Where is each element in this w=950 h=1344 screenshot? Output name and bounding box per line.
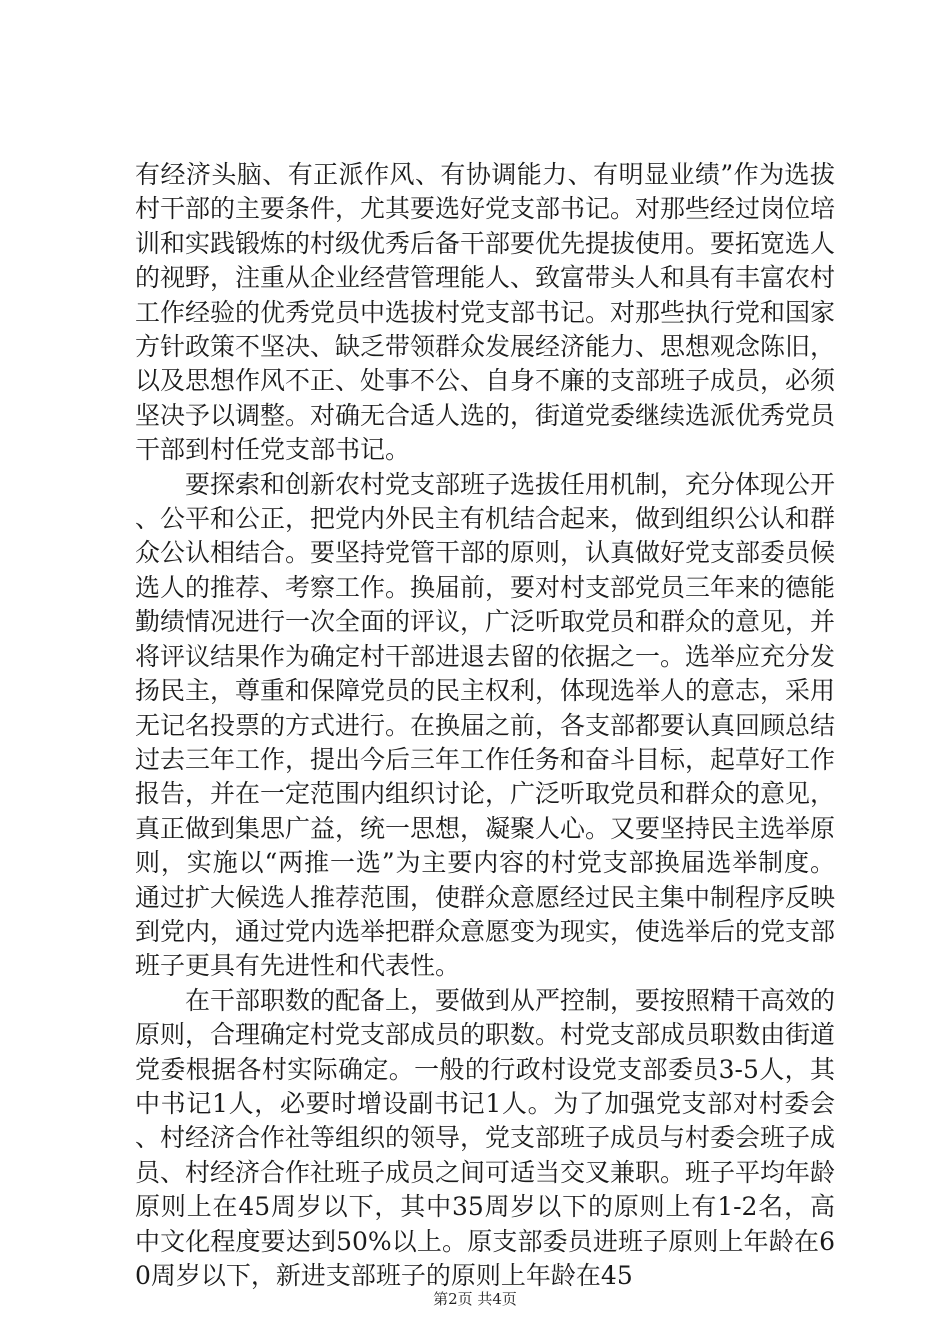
page-number-label: 第2页 共4页: [433, 1290, 517, 1308]
page-footer: [0, 1289, 950, 1309]
document-body: [135, 158, 835, 1293]
paragraph-2: 要探索和创新农村党支部班子选拔任用机制，充分体现公开、公平和公正，把党内外民主有机结合起来，做到组织公认和群众公认相结合。要坚持党管干部的原则，认真做好党支部委员候选人的推荐、考察工作。换届前，要对村支部党员三年来的德能勤绩情况进行一次全面的评议，广泛听取党员和群众的意见，并将评议结果作为确定村干部进退去留的依据之一。选举应充分发扬民主，尊重和保障党员的民主权利，体现选举人的意志，采用无记名投票的方式进行。在换届之前，各支部都要认真回顾总结过去三年工作，提出今后三年工作任务和奋斗目标，起草好工作报告，并在一定范围内组织讨论，广泛听取党员和群众的意见，真正做到集思广益，统一思想，凝聚人心。又要坚持民主选举原则，实施以“两推一选”为主要内容的村党支部换届选举制度。通过扩大候选人推荐范围，使群众意愿经过民主集中制程序反映到党内，通过党内选举把群众意愿变为现实，使选举后的党支部班子更具有先进性和代表性。: [135, 469, 836, 981]
paragraph-1: 有经济头脑、有正派作风、有协调能力、有明显业绩”作为选拔村干部的主要条件，尤其要选好党支部书记。对那些经过岗位培训和实践锻炼的村级优秀后备干部要优先提拔使用。要拓宽选人的视野，注重从企业经营管理能人、致富带头人和具有丰富农村工作经验的优秀党员中选拔村党支部书记。对那些执行党和国家方针政策不坚决、缺乏带领群众发展经济能力、思想观念陈旧，以及思想作风不正、处事不公、自身不廉的支部班子成员，必须坚决予以调整。对确无合适人选的，街道党委继续选派优秀党员干部到村任党支部书记。: [135, 160, 836, 465]
paragraph-3: 在干部职数的配备上，要做到从严控制，要按照精干高效的原则，合理确定村党支部成员的职数。村党支部成员职数由街道党委根据各村实际确定。一般的行政村设党支部委员3-5人，其中书记1人，必要时增设副书记1人。为了加强党支部对村委会、村经济合作社等组织的领导，党支部班子成员与村委会班子成员、村经济合作社班子成员之间可适当交叉兼职。班子平均年龄原则上在45周岁以下，其中35周岁以下的原则上有1-2名，高中文化程度要达到50%以上。原支部委员进班子原则上年龄在60周岁以下，新进支部班子的原则上年龄在45: [135, 985, 836, 1290]
